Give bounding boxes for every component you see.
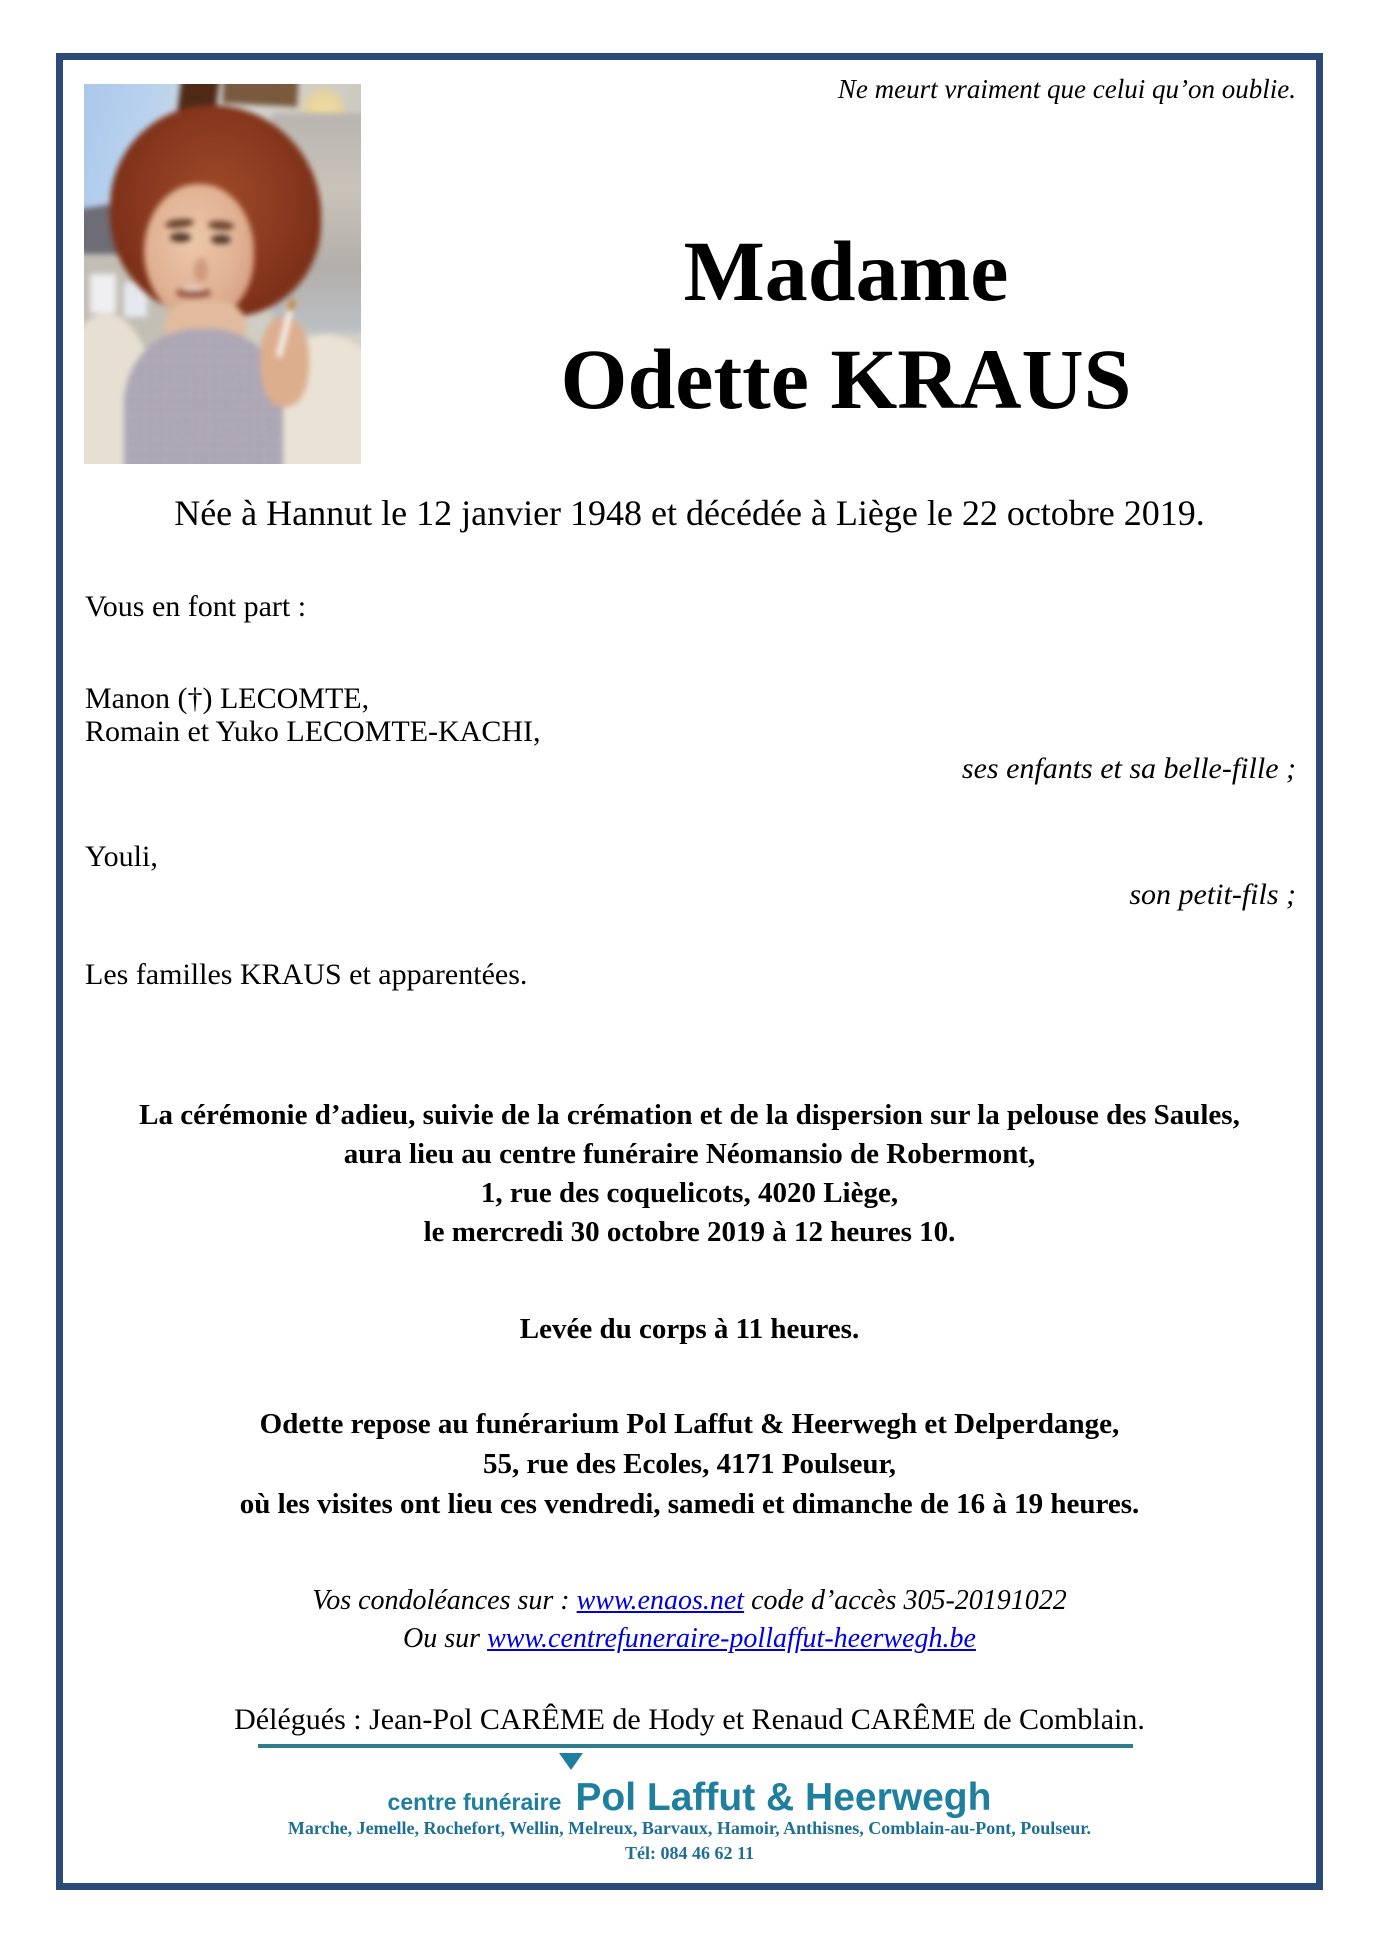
ceremony-line-2: aura lieu au centre funéraire Néomansio de Robermont,	[343, 1138, 1036, 1170]
ceremony-line-3: 1, rue des coquelicots, 4020 Liège,	[480, 1177, 899, 1209]
title-madame: Madame	[683, 223, 1009, 319]
footer-divider-rule	[258, 1744, 1133, 1748]
children-line-1: Manon (†) LECOMTE,	[85, 682, 370, 715]
epitaph-quote: Ne meurt vraiment que celui qu’on oublie.	[837, 74, 1296, 104]
intro-line: Vous en font part :	[85, 590, 307, 623]
grandson-caption: son petit-fils ;	[1129, 878, 1296, 911]
grandson-line: Youli,	[85, 840, 158, 873]
condolences-line-1	[56, 1582, 1323, 1620]
repose-line-3: où les visites ont lieu ces vendredi, samedi et dimanche de 16 à 19 heures.	[239, 1488, 1140, 1520]
footer-phone-line: Tél: 084 46 62 11	[625, 1843, 754, 1863]
condolences-prefix: Vos condoléances sur :	[312, 1585, 577, 1616]
photo-window-frame-dark-2	[222, 84, 299, 107]
repose-block	[56, 1404, 1323, 1524]
ceremony-line-4: le mercredi 30 octobre 2019 à 12 heures 10.	[423, 1216, 956, 1248]
brand-large-label	[575, 1776, 991, 1820]
portrait-photo	[84, 84, 361, 464]
enaos-link[interactable]: www.enaos.net	[576, 1585, 745, 1616]
ceremony-line-1: La cérémonie d’adieu, suivie de la crémation et de la dispersion sur la pelouse des Saules,	[139, 1099, 1240, 1131]
condolences-block	[56, 1582, 1323, 1658]
photo-eye-left	[170, 233, 190, 242]
photo-sweater	[124, 329, 283, 464]
condolences-access-code: code d’accès 305-20191022	[744, 1585, 1067, 1616]
children-caption: ses enfants et sa belle-fille ;	[961, 752, 1296, 785]
families-line: Les familles KRAUS et apparentées.	[85, 958, 528, 991]
funeral-home-link[interactable]: www.centrefuneraire-pollaffut-heerwegh.be	[487, 1623, 976, 1654]
photo-nose	[194, 258, 208, 282]
footer-brand	[56, 1776, 1323, 1820]
title-name: Odette KRAUS	[560, 331, 1132, 427]
brand-triangle-icon	[559, 1753, 583, 1770]
children-line-2: Romain et Yuko LECOMTE-KACHI,	[85, 715, 541, 748]
condolences-line-2	[56, 1620, 1323, 1658]
ceremony-block	[56, 1096, 1323, 1252]
photo-window-left-1	[90, 274, 116, 313]
photo-face	[144, 184, 254, 321]
levee-line: Levée du corps à 11 heures.	[519, 1313, 860, 1345]
repose-line-1: Odette repose au funérarium Pol Laffut & Heerwegh et Delperdange,	[259, 1408, 1120, 1440]
children-lines	[85, 682, 541, 748]
repose-line-2: 55, rue des Ecoles, 4171 Poulseur,	[483, 1448, 896, 1480]
brand-small-label: centre funéraire	[387, 1789, 562, 1815]
delegates-line: Délégués : Jean-Pol CARÊME de Hody et Renaud CARÊME de Comblain.	[234, 1703, 1145, 1736]
birth-death-line: Née à Hannut le 12 janvier 1948 et décédée à Liège le 22 octobre 2019.	[174, 493, 1205, 533]
portrait-photo-layers	[84, 84, 361, 464]
brand-name-text: Pol Laffut & Heerwegh	[575, 1776, 992, 1819]
photo-teeth	[182, 287, 205, 292]
footer-cities-line: Marche, Jemelle, Rochefort, Wellin, Melreux, Barvaux, Hamoir, Anthisnes, Comblain-au-Pont, Poulseur.	[287, 1818, 1092, 1838]
condolences-prefix-2: Ou sur	[403, 1623, 488, 1654]
